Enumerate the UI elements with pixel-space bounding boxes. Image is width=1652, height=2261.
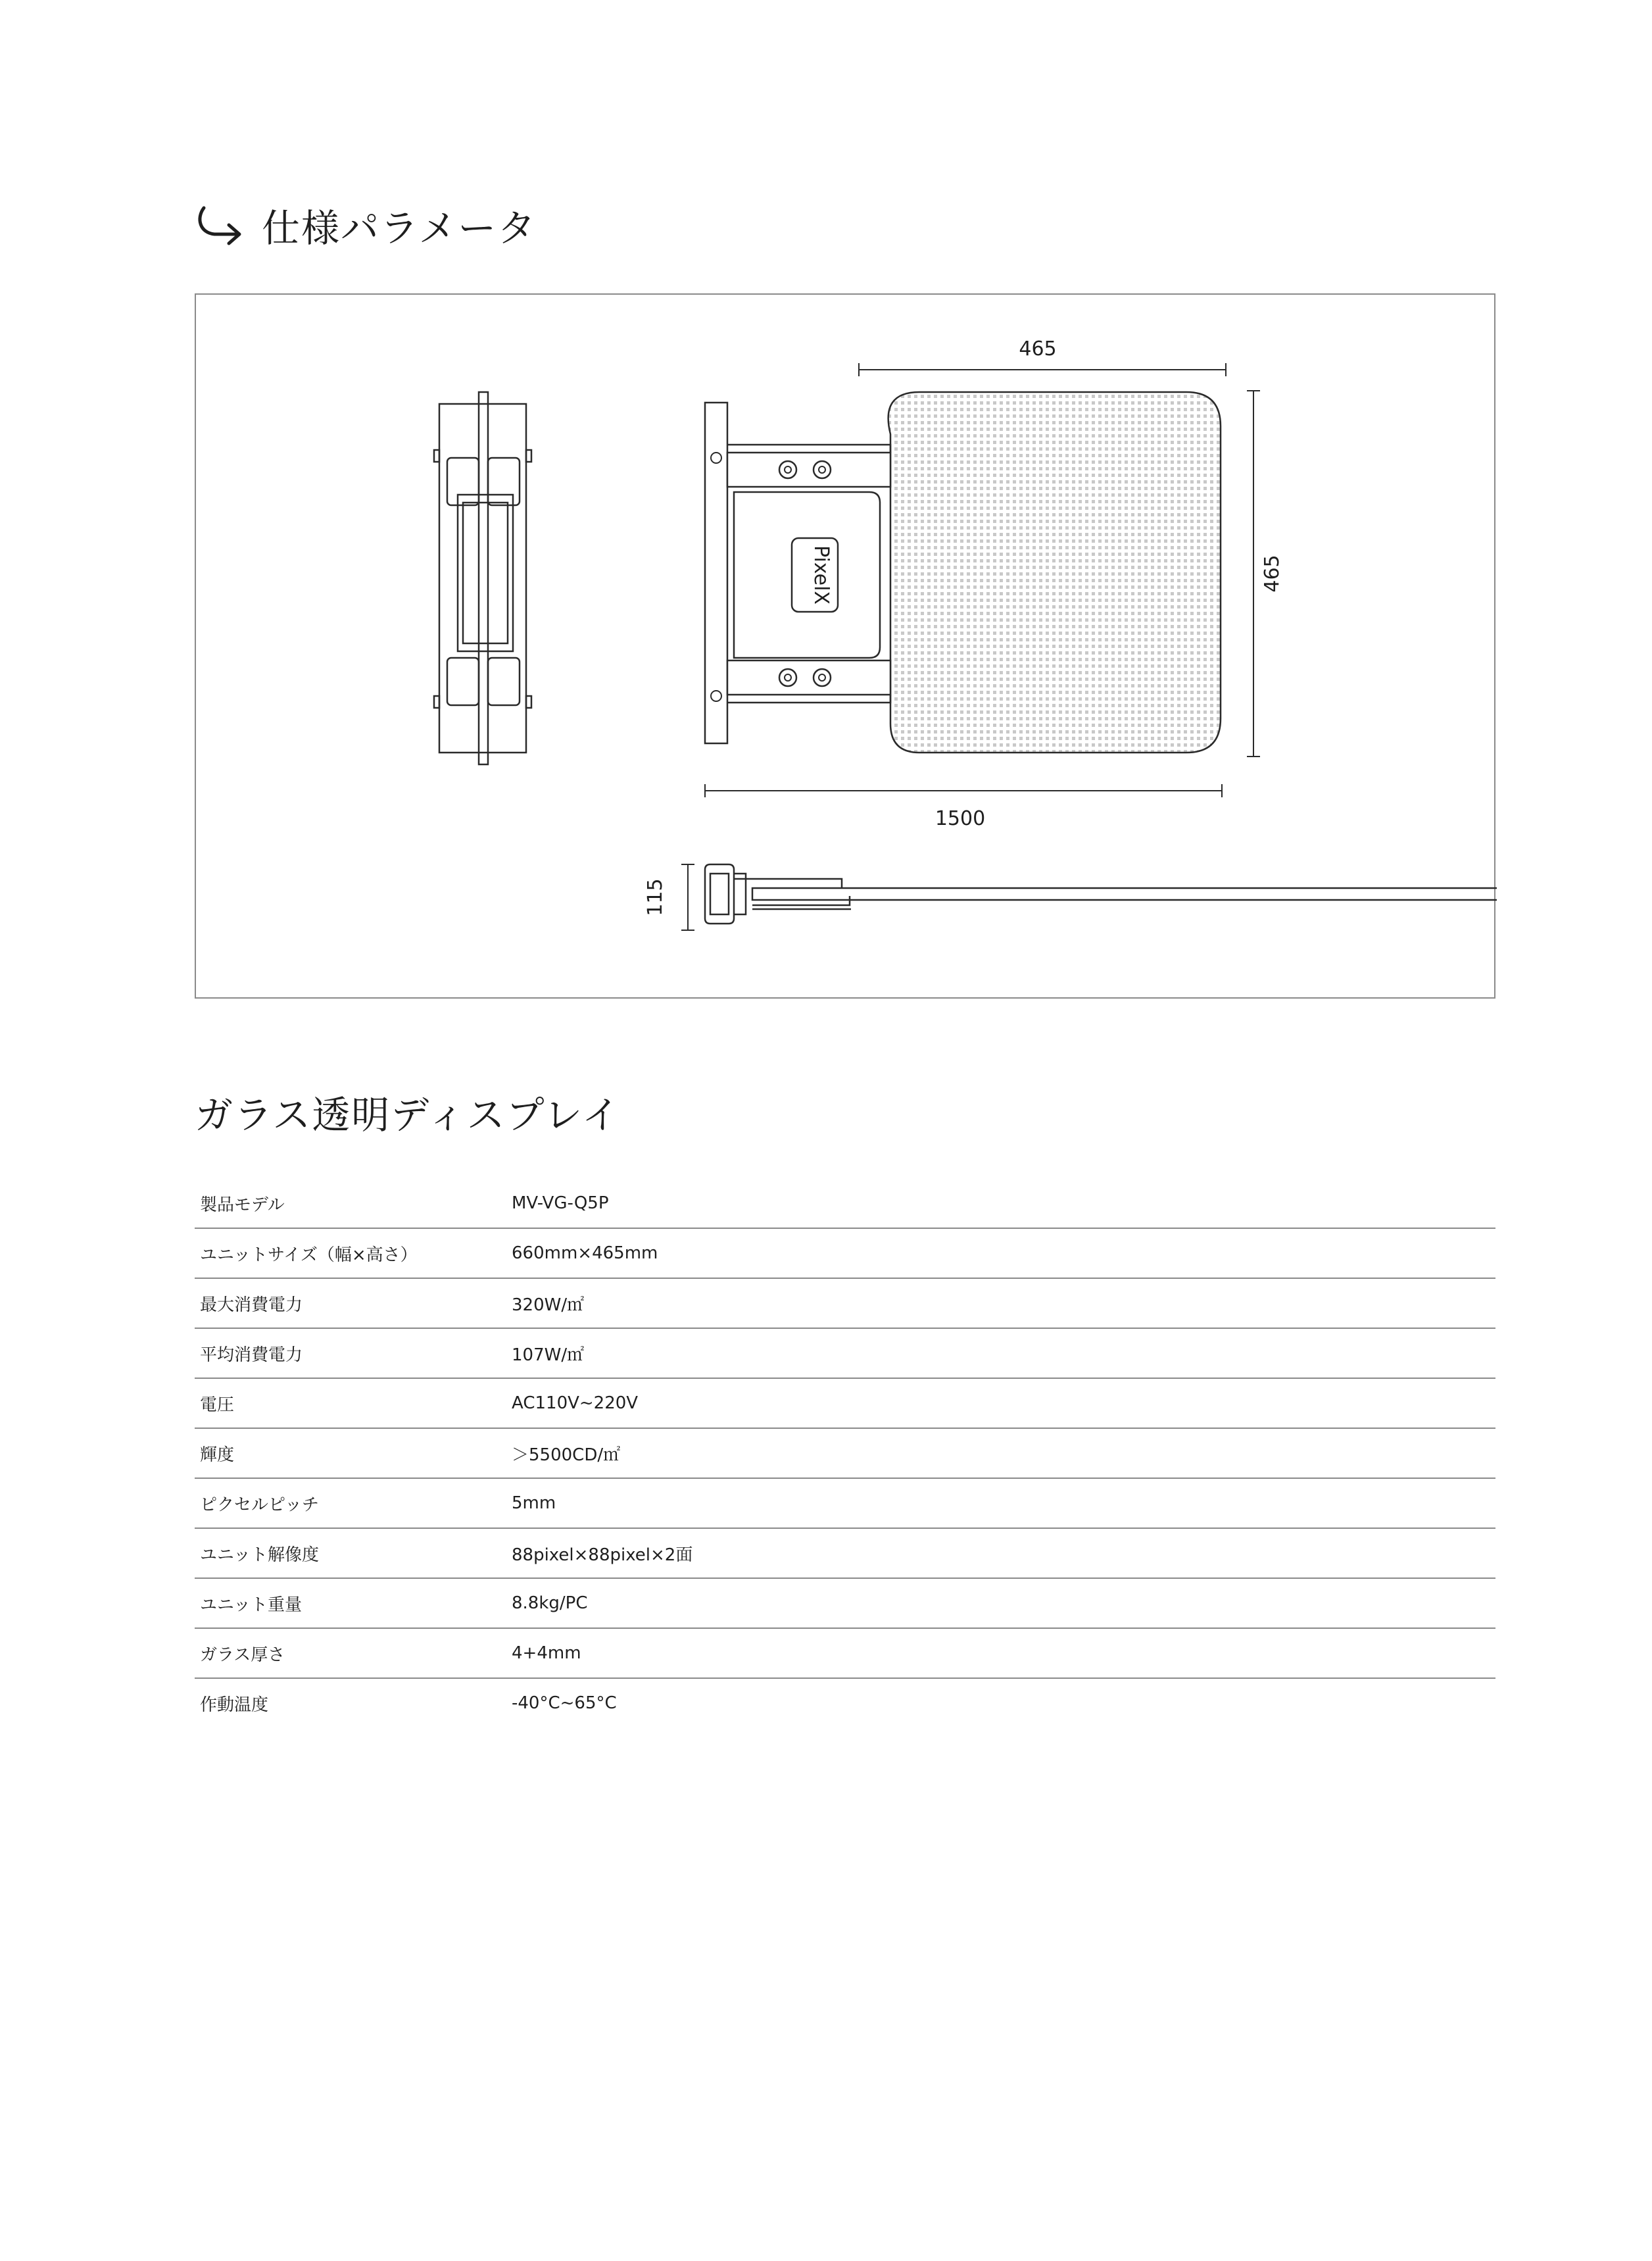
spec-value: 4+4mm: [512, 1643, 581, 1663]
dimension-bottom: [705, 784, 1222, 797]
dimension-depth-label: 115: [644, 878, 667, 916]
spec-label: ユニット解像度: [200, 1545, 319, 1565]
front-view: [705, 392, 1221, 753]
spec-label: 電圧: [200, 1395, 235, 1415]
dimension-bottom-label: 1500: [935, 807, 986, 830]
dimension-top: [859, 363, 1226, 376]
spec-label: 輝度: [200, 1445, 235, 1465]
spec-value: AC110V~220V: [512, 1393, 639, 1413]
section-header: [195, 195, 537, 255]
return-arrow-icon: [195, 204, 246, 246]
spec-label: 作動温度: [200, 1695, 269, 1715]
dimension-depth: [681, 864, 694, 930]
spec-row: [195, 1278, 1495, 1328]
spec-row: [195, 1228, 1495, 1278]
dimension-top-label: 465: [1019, 337, 1057, 360]
spec-value: -40°C~65°C: [512, 1693, 617, 1713]
spec-label: 最大消費電力: [200, 1295, 303, 1315]
spec-label: 平均消費電力: [200, 1345, 303, 1365]
spec-value: 5mm: [512, 1493, 556, 1513]
spec-row: [195, 1378, 1495, 1428]
spec-label: 製品モデル: [200, 1195, 285, 1215]
spec-value: 660mm×465mm: [512, 1243, 658, 1263]
spec-row: [195, 1628, 1495, 1678]
technical-drawing-svg: [196, 295, 1497, 1000]
spec-label: ガラス厚さ: [200, 1645, 285, 1665]
section-title: 仕様パラメータ: [262, 206, 537, 251]
spec-row: [195, 1428, 1495, 1478]
dimension-right: [1247, 391, 1260, 757]
side-view-left: [434, 392, 531, 764]
technical-drawing: [195, 293, 1495, 999]
spec-row: [195, 1578, 1495, 1628]
spec-value: 107W/㎡: [512, 1345, 585, 1365]
spec-row: [195, 1528, 1495, 1578]
spec-value: 88pixel×88pixel×2面: [512, 1545, 693, 1565]
top-view: [705, 864, 1497, 924]
spec-label: ユニットサイズ（幅×高さ）: [200, 1245, 418, 1265]
spec-value: 320W/㎡: [512, 1295, 585, 1315]
spec-value: ＞5500CD/㎡: [512, 1445, 621, 1465]
spec-value: MV-VG-Q5P: [512, 1193, 609, 1213]
spec-value: 8.8kg/PC: [512, 1593, 588, 1613]
spec-label: ユニット重量: [200, 1595, 302, 1615]
logo-text: PixelX: [810, 545, 833, 605]
product-title: ガラス透明ディスプレイ: [195, 1093, 621, 1137]
spec-label: ピクセルピッチ: [200, 1495, 319, 1515]
spec-row: [195, 1328, 1495, 1378]
spec-row: [195, 1179, 1495, 1228]
spec-row: [195, 1678, 1495, 1727]
spec-table: [195, 1179, 1495, 1727]
dimension-right-label: 465: [1261, 555, 1284, 593]
spec-row: [195, 1478, 1495, 1528]
